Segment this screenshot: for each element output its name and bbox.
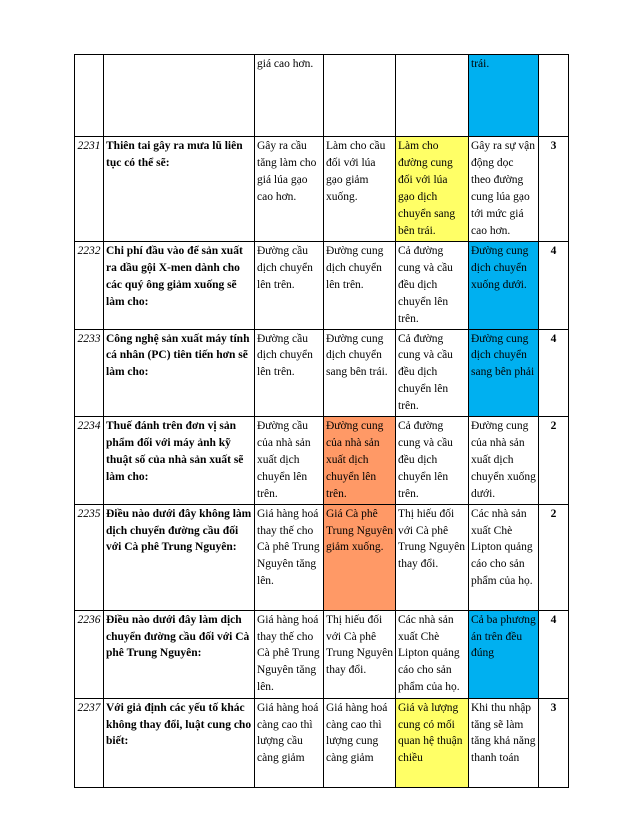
question-text: Công nghệ sản xuất máy tính cá nhân (PC) tiên tiến hơn sẽ làm cho: bbox=[104, 329, 255, 417]
option-3: Cả đường cung và cầu đều dịch chuyển lên trên. bbox=[396, 329, 469, 417]
option-4: Đường cung dịch chuyển xuống dưới. bbox=[469, 242, 539, 330]
question-number bbox=[75, 55, 104, 137]
option-1: Đường cầu dịch chuyển lên trên. bbox=[255, 329, 324, 417]
answer: 4 bbox=[539, 610, 569, 698]
question-number: 2234 bbox=[75, 417, 104, 505]
table-row bbox=[75, 417, 569, 505]
table-row bbox=[75, 610, 569, 698]
question-text: Điều nào dưới đây không làm dịch chuyển đường cầu đối với Cà phê Trung Nguyên: bbox=[104, 504, 255, 610]
question-text bbox=[104, 55, 255, 137]
answer: 4 bbox=[539, 242, 569, 330]
option-4: Gây ra sự vận động dọc theo đường cung lúa gạo tới mức giá cao hơn. bbox=[469, 137, 539, 242]
option-3: Cả đường cung và cầu đều dịch chuyển lên trên. bbox=[396, 242, 469, 330]
answer: 3 bbox=[539, 698, 569, 787]
option-2: Đường cung dịch chuyển lên trên. bbox=[324, 242, 396, 330]
table-row bbox=[75, 55, 569, 137]
option-2 bbox=[324, 55, 396, 137]
table-row bbox=[75, 698, 569, 787]
table-row bbox=[75, 242, 569, 330]
option-2: Giá hàng hoá càng cao thì lượng cung càng giảm bbox=[324, 698, 396, 787]
option-2: Giá Cà phê Trung Nguyên giảm xuống. bbox=[324, 504, 396, 610]
option-4: Khi thu nhập tăng sẽ làm tăng khả năng thanh toán bbox=[469, 698, 539, 787]
option-2: Đường cung dịch chuyển sang bên trái. bbox=[324, 329, 396, 417]
question-text: Thiên tai gây ra mưa lũ liên tục có thể sẽ: bbox=[104, 137, 255, 242]
question-number: 2235 bbox=[75, 504, 104, 610]
question-number: 2233 bbox=[75, 329, 104, 417]
option-1: giá cao hơn. bbox=[255, 55, 324, 137]
table-row bbox=[75, 504, 569, 610]
question-text: Thuế đánh trên đơn vị sản phẩm đối với máy ảnh kỹ thuật số của nhà sản xuất sẽ làm cho: bbox=[104, 417, 255, 505]
question-text: Chi phí đầu vào để sản xuất ra dầu gội X-men dành cho các quý ông giảm xuống sẽ làm cho: bbox=[104, 242, 255, 330]
option-3: Giá và lượng cung có mối quan hệ thuận chiều bbox=[396, 698, 469, 787]
option-2: Thị hiếu đối với Cà phê Trung Nguyên thay đổi. bbox=[324, 610, 396, 698]
option-3: Thị hiếu đối với Cà phê Trung Nguyên thay đổi. bbox=[396, 504, 469, 610]
option-1: Giá hàng hoá thay thế cho Cà phê Trung Nguyên tăng lên. bbox=[255, 504, 324, 610]
answer: 3 bbox=[539, 137, 569, 242]
option-4: Các nhà sản xuất Chè Lipton quảng cáo cho sản phẩm của họ. bbox=[469, 504, 539, 610]
question-table bbox=[74, 54, 569, 788]
answer: 4 bbox=[539, 329, 569, 417]
option-3: Làm cho đường cung đối với lúa gạo dịch chuyển sang bên trái. bbox=[396, 137, 469, 242]
option-4: trái. bbox=[469, 55, 539, 137]
question-text: Điều nào dưới đây làm dịch chuyển đường cầu đối với Cà phê Trung Nguyên: bbox=[104, 610, 255, 698]
option-1: Gây ra cầu tăng làm cho giá lúa gạo cao hơn. bbox=[255, 137, 324, 242]
question-number: 2231 bbox=[75, 137, 104, 242]
table-row bbox=[75, 329, 569, 417]
question-text: Với giả định các yếu tố khác không thay đổi, luật cung cho biết: bbox=[104, 698, 255, 787]
option-1: Đường cầu dịch chuyển lên trên. bbox=[255, 242, 324, 330]
option-1: Giá hàng hoá càng cao thì lượng cầu càng giảm bbox=[255, 698, 324, 787]
table-row bbox=[75, 137, 569, 242]
option-1: Đường cầu của nhà sản xuất dịch chuyển lên trên. bbox=[255, 417, 324, 505]
option-3: Các nhà sản xuất Chè Lipton quảng cáo cho sản phẩm của họ. bbox=[396, 610, 469, 698]
question-number: 2236 bbox=[75, 610, 104, 698]
option-4: Đường cung dịch chuyển sang bên phải bbox=[469, 329, 539, 417]
option-4: Đường cung của nhà sản xuất dịch chuyển xuống dưới. bbox=[469, 417, 539, 505]
answer bbox=[539, 55, 569, 137]
question-number: 2237 bbox=[75, 698, 104, 787]
answer: 2 bbox=[539, 504, 569, 610]
question-number: 2232 bbox=[75, 242, 104, 330]
option-3 bbox=[396, 55, 469, 137]
option-2: Làm cho cầu đối với lúa gạo giảm xuống. bbox=[324, 137, 396, 242]
answer: 2 bbox=[539, 417, 569, 505]
option-4: Cả ba phương án trên đều đúng bbox=[469, 610, 539, 698]
option-1: Giá hàng hoá thay thế cho Cà phê Trung Nguyên tăng lên. bbox=[255, 610, 324, 698]
option-2: Đường cung của nhà sản xuất dịch chuyển lên trên. bbox=[324, 417, 396, 505]
option-3: Cả đường cung và cầu đều dịch chuyển lên trên. bbox=[396, 417, 469, 505]
